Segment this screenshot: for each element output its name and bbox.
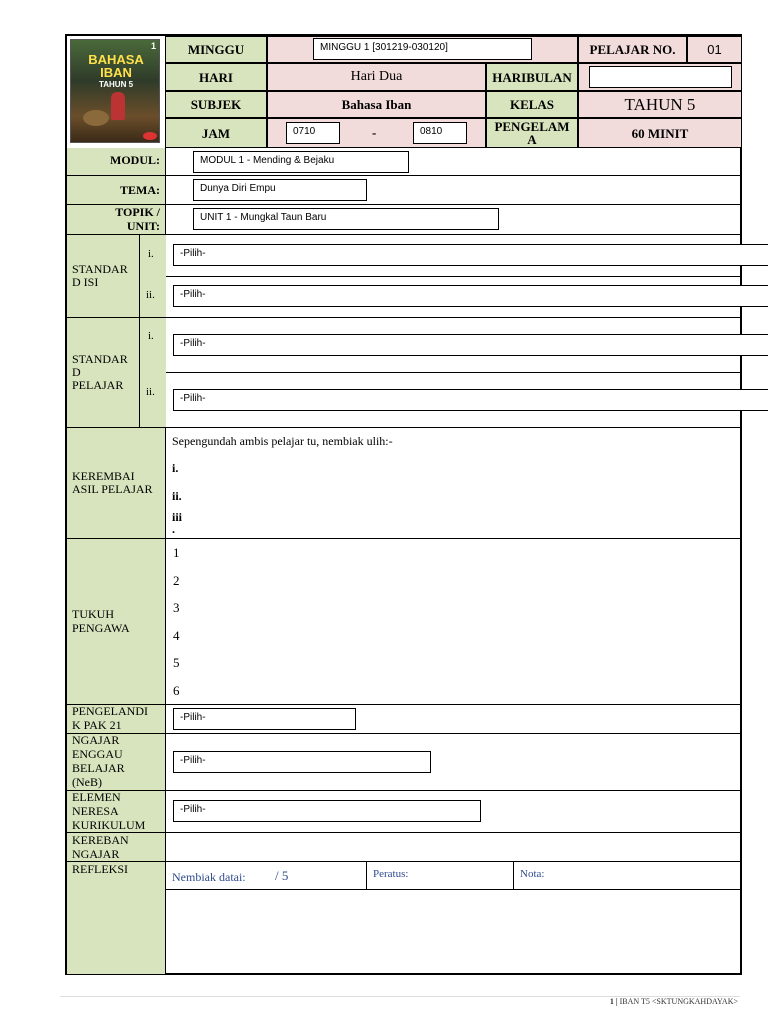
jam-end-input[interactable]: 0810: [413, 122, 467, 144]
jam-start-input[interactable]: 0710: [286, 122, 340, 144]
standard-pelajar-num-2: ii.: [146, 386, 155, 398]
refleksi-label: REFLEKSI: [72, 862, 129, 876]
kelas-label: KELAS: [486, 91, 578, 118]
kelas-value[interactable]: TAHUN 5: [578, 91, 742, 118]
footer: [610, 997, 738, 1006]
tukuh-number-3[interactable]: 3: [173, 600, 180, 615]
nembiak-datai-label: Nembiak datai:: [172, 870, 246, 884]
standard-pelajar-label-1: STANDAR: [72, 352, 128, 366]
ngajar-label-2: ENGGAU: [72, 747, 123, 761]
book-cover-image: [67, 36, 165, 147]
pengelandik-select[interactable]: -Pilih-: [173, 708, 356, 730]
subjek-value[interactable]: Bahasa Iban: [267, 91, 486, 118]
book-cover-figure: [111, 92, 125, 120]
pengelandik-label-1: PENGELANDI: [72, 704, 148, 718]
kerembai-intro: Sepengundah ambis pelajar tu, nembiak ulih:-: [172, 434, 393, 448]
row-divider-topik: [67, 234, 742, 235]
refleksi-notes-area[interactable]: [167, 890, 741, 973]
ngajar-label-4: (NeB): [72, 775, 102, 789]
modul-label: MODUL:: [110, 153, 160, 167]
standard-isi-label-2: D ISI: [72, 275, 99, 289]
row-divider-tukuh: [67, 704, 742, 705]
standard-pelajar-label-3: PELAJAR: [72, 378, 124, 392]
row-divider-elemen: [67, 832, 742, 833]
ngajar-select[interactable]: -Pilih-: [173, 751, 431, 773]
nembiak-datai-value[interactable]: / 5: [275, 868, 289, 883]
row-divider-tema: [67, 204, 742, 205]
tukuh-number-5[interactable]: 5: [173, 655, 180, 670]
jam-dash: -: [372, 125, 377, 140]
book-cover-subtitle: TAHUN 5: [98, 80, 134, 89]
row-divider-pengelandik: [67, 733, 742, 734]
kerembai-item-1[interactable]: i.: [172, 461, 179, 475]
standard-isi-num-2: ii.: [146, 289, 155, 301]
row-divider-standard-pelajar: [67, 427, 742, 428]
footer-page-number: 1: [609, 997, 614, 1006]
elemen-label-2: NERESA: [72, 804, 119, 818]
hari-value[interactable]: Hari Dua: [267, 63, 486, 91]
ngajar-label-1: NGAJAR: [72, 733, 120, 747]
kerembai-item-2[interactable]: ii.: [172, 489, 182, 503]
pengelama-label: PENGELAMA: [486, 118, 578, 148]
kereban-label-1: KEREBAN: [72, 833, 129, 847]
sub-divider-pelajar: [139, 372, 742, 373]
ngajar-label-3: BELAJAR: [72, 761, 125, 775]
row-divider-kerembai: [67, 538, 742, 539]
haribulan-label: HARIBULAN: [486, 63, 578, 91]
pengelandik-label-2: K PAK 21: [72, 718, 122, 732]
book-cover-title-2: IBAN: [100, 65, 132, 80]
tukuh-number-6[interactable]: 6: [173, 683, 180, 698]
nota-label: Nota:: [520, 868, 545, 880]
haribulan-input[interactable]: [589, 66, 732, 88]
minggu-select[interactable]: MINGGU 1 [301219-030120]: [313, 38, 532, 60]
standard-pelajar-select-1[interactable]: -Pilih-: [173, 334, 768, 356]
kerembai-item-3-dot: .: [172, 522, 175, 536]
refleksi-col-divider-2: [513, 861, 514, 889]
standard-isi-label-1: STANDAR: [72, 262, 128, 276]
hari-label: HARI: [165, 63, 267, 91]
subjek-label: SUBJEK: [165, 91, 267, 118]
tema-select[interactable]: Dunya Diri Empu: [193, 179, 367, 201]
jam-label: JAM: [165, 118, 267, 148]
standard-pelajar-num-1: i.: [148, 330, 154, 342]
book-cover-title-1: BAHASA: [88, 52, 144, 67]
footer-text: IBAN T5 <SKTUNGKAHDAYAK>: [619, 997, 738, 1006]
book-cover-badge-icon: [143, 132, 157, 140]
kereban-label-2: NGAJAR: [72, 847, 120, 861]
modul-select[interactable]: MODUL 1 - Mending & Bejaku: [193, 151, 409, 173]
pelajar-no-label: PELAJAR NO.: [578, 36, 687, 63]
kerembai-label-2: ASIL PELAJAR: [72, 482, 153, 496]
tukuh-label-1: TUKUH: [72, 607, 114, 621]
tukuh-number-1[interactable]: 1: [173, 545, 180, 560]
topik-label-1: TOPIK /: [115, 205, 160, 219]
footer-separator: |: [615, 997, 618, 1006]
standard-isi-select-1[interactable]: -Pilih-: [173, 244, 768, 266]
pelajar-no-value[interactable]: 01: [687, 36, 742, 63]
standard-isi-num-1: i.: [148, 248, 154, 260]
sub-divider-isi: [139, 276, 742, 277]
kerembai-item-3[interactable]: iii: [172, 510, 183, 524]
tukuh-number-4[interactable]: 4: [173, 628, 180, 643]
elemen-label-1: ELEMEN: [72, 790, 121, 804]
row-divider-kereban: [67, 861, 742, 862]
elemen-label-3: KURIKULUM: [72, 818, 146, 832]
row-divider-modul: [67, 175, 742, 176]
peratus-label: Peratus:: [373, 868, 409, 880]
book-cover-number: 1: [150, 41, 156, 51]
tukuh-number-2[interactable]: 2: [173, 573, 180, 588]
kerembai-label-1: KEREMBAI: [72, 469, 135, 483]
topik-select[interactable]: UNIT 1 - Mungkal Taun Baru: [193, 208, 499, 230]
topik-label-2: UNIT:: [126, 219, 160, 233]
standard-isi-select-2[interactable]: -Pilih-: [173, 285, 768, 307]
standard-pelajar-select-2[interactable]: -Pilih-: [173, 389, 768, 411]
tukuh-label-2: PENGAWA: [72, 621, 130, 635]
minggu-label: MINGGU: [165, 36, 267, 63]
elemen-select[interactable]: -Pilih-: [173, 800, 481, 822]
standard-pelajar-label-2: D: [72, 365, 81, 379]
row-divider-ngajar: [67, 790, 742, 791]
refleksi-col-divider-1: [366, 861, 367, 889]
book-cover-drum-icon: [83, 110, 109, 126]
row-divider-standard-isi: [67, 317, 742, 318]
pengelama-value[interactable]: 60 MINIT: [578, 118, 742, 148]
tema-label: TEMA:: [120, 183, 160, 197]
